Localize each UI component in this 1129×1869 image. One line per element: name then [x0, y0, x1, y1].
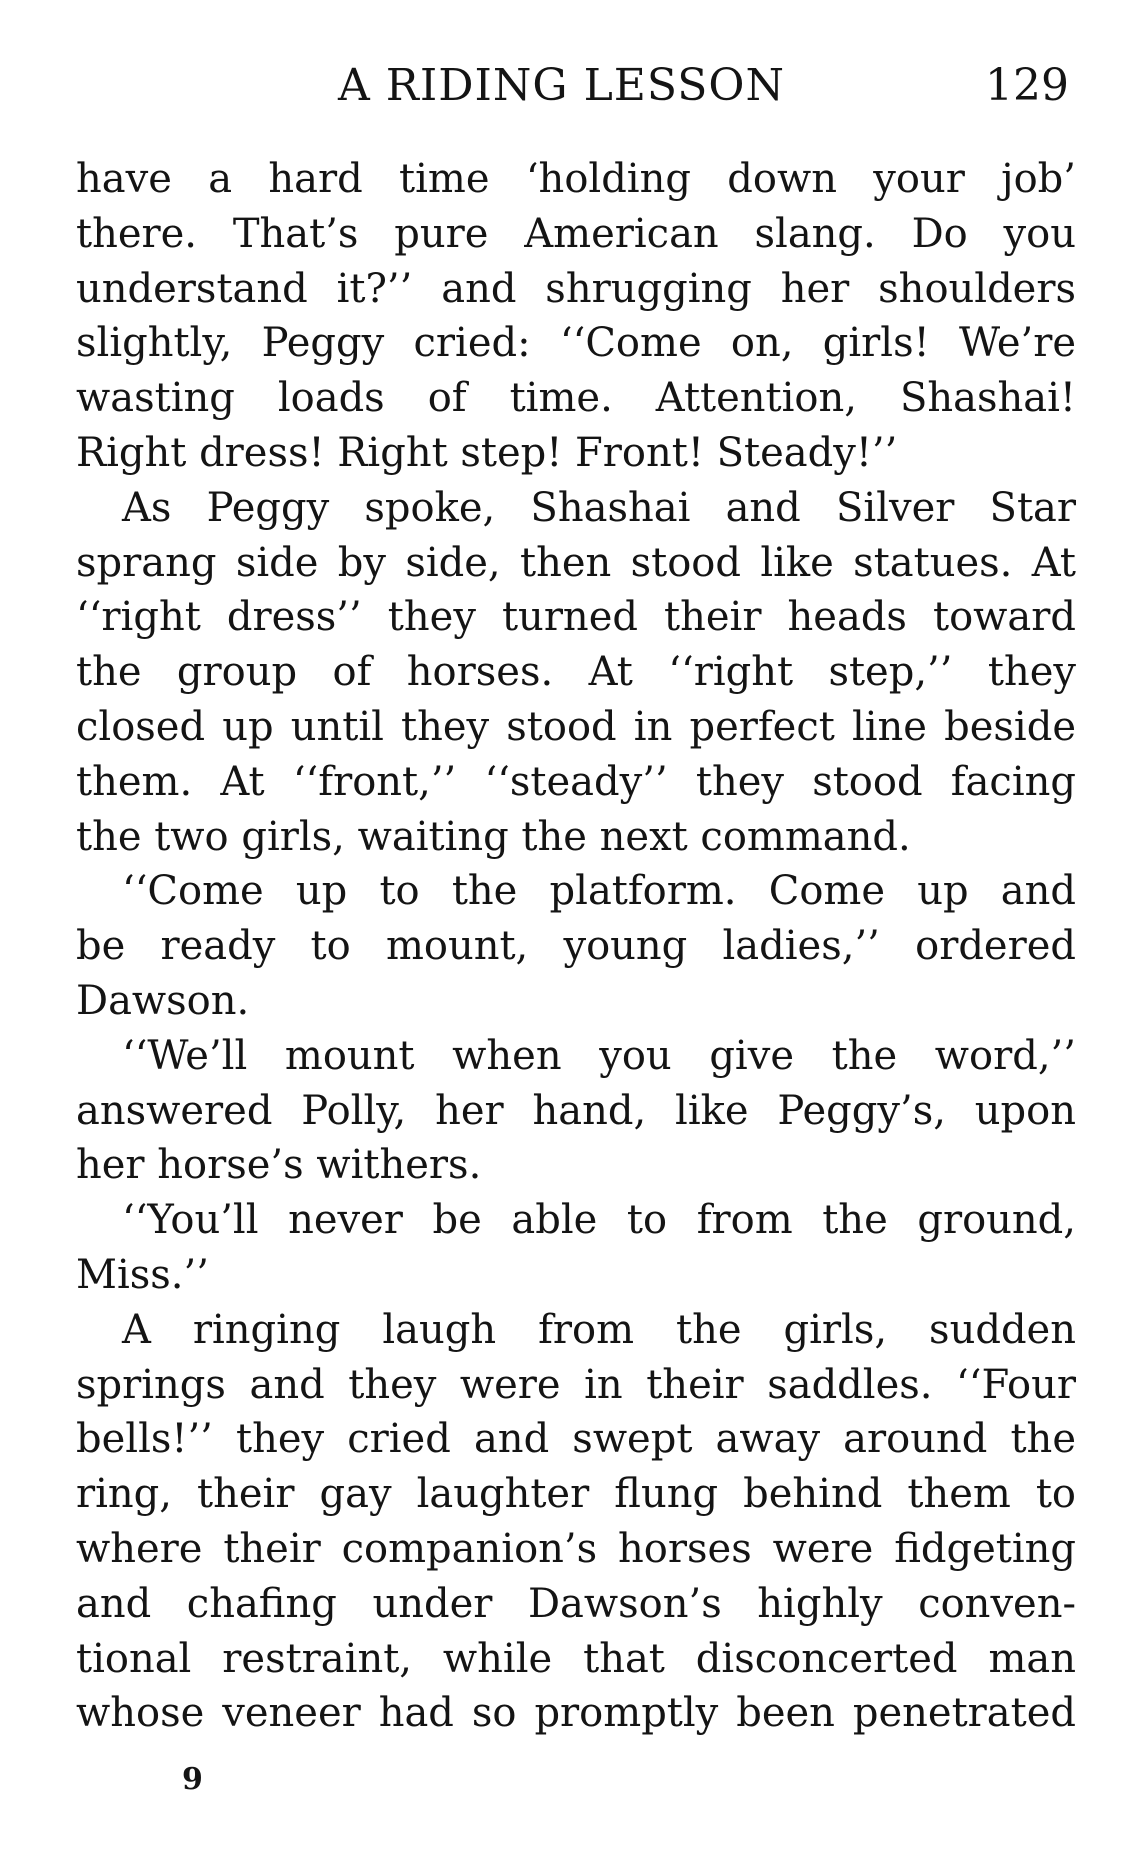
text-line: As Peggy spoke, Shashai and Silver Star: [122, 484, 1076, 531]
signature-mark: 9: [182, 1762, 203, 1797]
text-line: there. That’s pure American slang. Do you: [76, 210, 1076, 257]
running-title: A RIDING LESSON: [338, 60, 785, 111]
text-line: answered Polly, her hand, like Peggy’s, upon: [76, 1087, 1076, 1134]
text-line: slightly, Peggy cried: ‘‘Come on, girls! We’re: [76, 320, 1076, 367]
text-line: ring, their gay laughter flung behind them to: [76, 1471, 1076, 1518]
text-line: ‘‘Come up to the platform. Come up and: [122, 868, 1076, 915]
text-line: Dawson.: [76, 977, 250, 1024]
text-line: whose veneer had so promptly been penetrated: [76, 1690, 1076, 1737]
text-line: ‘‘You’ll never be able to from the ground,: [122, 1197, 1076, 1244]
text-line: understand it?’’ and shrugging her shoulders: [76, 265, 1076, 312]
text-line: the two girls, waiting the next command.: [76, 813, 911, 860]
text-line: them. At ‘‘front,’’ ‘‘steady’’ they stood facing: [76, 758, 1076, 805]
text-line: ‘‘right dress’’ they turned their heads toward: [76, 594, 1076, 641]
text-line: Miss.’’: [76, 1251, 209, 1298]
text-line: wasting loads of time. Attention, Shashai!: [76, 375, 1076, 422]
page-number: 129: [985, 60, 1069, 111]
text-line: Right dress! Right step! Front! Steady!’’: [76, 429, 898, 476]
text-line: and chafing under Dawson’s highly conven-: [76, 1580, 1076, 1627]
body-text: [76, 152, 1076, 1741]
text-line: sprang side by side, then stood like statues. At: [76, 539, 1076, 586]
text-line: closed up until they stood in perfect line beside: [76, 703, 1076, 750]
text-line: springs and they were in their saddles. ‘‘Four: [76, 1361, 1076, 1408]
running-head: [0, 60, 1129, 120]
text-line: the group of horses. At ‘‘right step,’’ they: [76, 649, 1076, 696]
text-line: ‘‘We’ll mount when you give the word,’’: [122, 1032, 1076, 1079]
text-line: A ringing laugh from the girls, sudden: [122, 1306, 1076, 1353]
text-line: be ready to mount, young ladies,’’ ordered: [76, 923, 1076, 970]
text-line: have a hard time ‘holding down your job’: [76, 156, 1076, 202]
text-line: bells!’’ they cried and swept away around the: [76, 1416, 1076, 1463]
text-line: her horse’s withers.: [76, 1142, 482, 1189]
text-line: tional restraint, while that disconcerted man: [76, 1635, 1076, 1682]
text-line: where their companion’s horses were fidgeting: [76, 1525, 1076, 1572]
